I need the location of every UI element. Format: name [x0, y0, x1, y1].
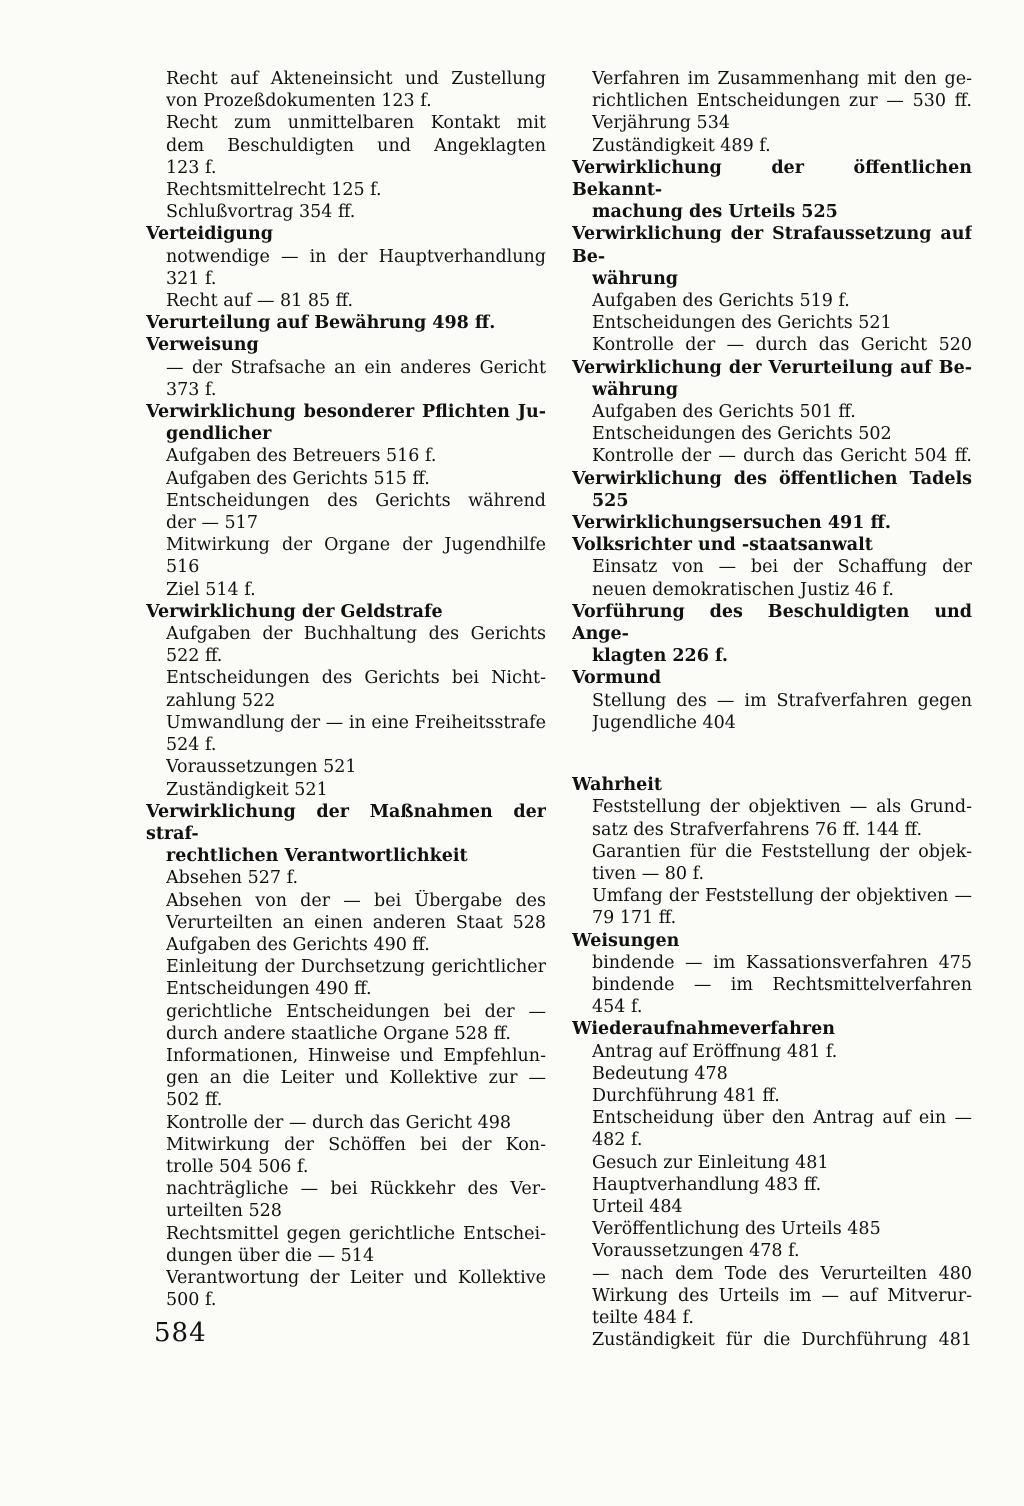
index-line: Entscheidungen des Gerichts 521 [592, 313, 892, 334]
index-heading [146, 601, 546, 623]
index-line: Urteil 484 [592, 1196, 683, 1217]
index-line: satz des Strafverfahrens 76 ff. 144 ff. [592, 819, 923, 840]
index-line: nachträgliche — bei Rückkehr des Ver- [166, 1179, 546, 1200]
index-subentry [592, 1085, 972, 1107]
index-line: Zuständigkeit 489 f. [592, 135, 771, 156]
index-line: 321 f. [166, 268, 217, 289]
index-line: Verwirklichung besonderer Pflichten Ju- [146, 402, 546, 423]
index-line: Verwirklichung der öffentlichen Bekannt- [572, 157, 972, 201]
index-heading [572, 357, 972, 401]
index-line: Entscheidungen des Gerichts bei Nicht- [166, 668, 546, 689]
index-line: rechtlichen Verantwortlichkeit [166, 846, 468, 867]
index-subentry [592, 290, 972, 312]
index-line: Feststellung der objektiven — als Grund- [592, 797, 972, 818]
index-subentry [166, 1001, 546, 1045]
index-line: urteilten 528 [166, 1201, 282, 1222]
index-subentry [592, 423, 972, 445]
index-line: — nach dem Tode des Verurteilten 480 [592, 1263, 972, 1284]
index-line: Rechtsmittelrecht 125 f. [166, 180, 382, 201]
section-gap [572, 734, 972, 774]
index-line: Schlußvortrag 354 ff. [166, 202, 356, 223]
index-line: bindende — im Kassationsverfahren 475 [592, 952, 972, 973]
index-subentry [592, 334, 972, 356]
index-line: Garantien für die Feststellung der objek- [592, 841, 972, 862]
index-line: 482 f. [592, 1130, 643, 1151]
index-subentry [166, 1267, 546, 1311]
index-heading [146, 334, 546, 356]
index-line: Veröffentlichung des Urteils 485 [592, 1219, 881, 1240]
index-line: Hauptverhandlung 483 ff. [592, 1174, 822, 1195]
index-line: Gesuch zur Einleitung 481 [592, 1152, 829, 1173]
index-subentry [166, 1178, 546, 1222]
index-line: zahlung 522 [166, 690, 276, 711]
index-line: bindende — im Rechtsmittelverfahren [592, 974, 972, 995]
index-subentry [592, 885, 972, 929]
index-line: Absehen 527 f. [166, 868, 299, 889]
index-line: währung [592, 268, 679, 289]
index-subentry [592, 796, 972, 840]
index-line: Kontrolle der — durch das Gericht 520 [592, 335, 972, 356]
index-line: gen an die Leiter und Kollektive zur — [166, 1068, 546, 1089]
index-line: Durchführung 481 ff. [592, 1085, 780, 1106]
index-subentry [592, 952, 972, 974]
index-line: 522 ff. [166, 646, 223, 667]
index-heading [572, 601, 972, 668]
index-line: Wirkung des Urteils im — auf Mitverur- [592, 1285, 972, 1306]
index-line: Entscheidungen des Gerichts 502 [592, 424, 892, 445]
index-line: Entscheidung über den Antrag auf ein — [592, 1108, 972, 1129]
index-line: Volksrichter und -staatsanwalt [572, 535, 873, 556]
index-heading [572, 468, 972, 512]
index-heading [572, 157, 972, 224]
index-subentry [592, 1041, 972, 1063]
index-heading [572, 534, 972, 556]
index-line: Verwirklichung der Strafaussetzung auf Be- [572, 224, 972, 267]
index-line: — der Strafsache an ein anderes Gericht [166, 357, 546, 378]
index-line: Aufgaben des Gerichts 501 ff. [592, 402, 856, 423]
index-line: richtlichen Entscheidungen zur — 530 ff. [592, 91, 972, 112]
index-line: Entscheidungen 490 ff. [166, 979, 372, 1000]
index-line: Ziel 514 f. [166, 579, 256, 600]
index-line: Verweisung [146, 335, 259, 356]
index-subentry [166, 179, 546, 201]
index-line: Entscheidungen des Gerichts während [166, 490, 546, 511]
index-subentry [166, 756, 546, 778]
index-line: währung [592, 379, 679, 400]
index-line: Verwirklichungsersuchen 491 ff. [572, 513, 891, 534]
index-line: Recht auf — 81 85 ff. [166, 291, 354, 312]
index-line: 500 f. [166, 1290, 217, 1311]
index-line: Voraussetzungen 521 [166, 757, 357, 778]
index-subentry [166, 579, 546, 601]
index-subentry [592, 1240, 972, 1262]
index-heading [572, 667, 972, 689]
index-heading [146, 223, 546, 245]
index-subentry [166, 246, 546, 290]
index-heading [572, 774, 972, 796]
index-line: Aufgaben der Buchhaltung des Gerichts [166, 624, 546, 645]
index-line: Bedeutung 478 [592, 1063, 728, 1084]
index-line: Aufgaben des Betreuers 516 f. [166, 446, 437, 467]
index-line: Recht auf Akteneinsicht und Zustellung [166, 69, 546, 89]
index-line: Jugendliche 404 [592, 712, 736, 733]
index-line: der — 517 [166, 513, 258, 534]
index-subentry [592, 445, 972, 467]
index-column-right [572, 68, 972, 1351]
index-subentry [592, 1063, 972, 1085]
index-line: tiven — 80 f. [592, 863, 705, 884]
index-subentry [592, 1174, 972, 1196]
index-subentry [166, 68, 546, 112]
index-subentry [166, 890, 546, 934]
index-line: Vormund [572, 668, 662, 689]
index-line: 454 f. [592, 997, 643, 1018]
index-line: machung des Urteils 525 [592, 202, 838, 223]
index-subentry [166, 290, 546, 312]
index-subentry [592, 556, 972, 600]
index-subentry [166, 934, 546, 956]
index-line: Aufgaben des Gerichts 490 ff. [166, 934, 430, 955]
index-line: Einleitung der Durchsetzung gerichtlicher [166, 957, 546, 978]
index-subentry [166, 490, 546, 534]
index-subentry [166, 1134, 546, 1178]
index-heading [572, 223, 972, 290]
index-subentry [166, 534, 546, 578]
index-line: Verteidigung [146, 224, 273, 245]
index-subentry [592, 1218, 972, 1240]
index-line: Voraussetzungen 478 f. [592, 1241, 800, 1262]
index-line: Verjährung 534 [592, 113, 730, 134]
index-subentry [592, 1329, 972, 1351]
index-subentry [166, 468, 546, 490]
index-line: 373 f. [166, 379, 217, 400]
index-subentry [166, 1045, 546, 1112]
index-subentry [592, 1263, 972, 1285]
index-line: Einsatz von — bei der Schaffung der [592, 557, 972, 578]
index-heading [572, 512, 972, 534]
index-line: Wiederaufnahmeverfahren [572, 1019, 835, 1040]
index-line: Mitwirkung der Organe der Jugendhilfe [166, 535, 546, 556]
index-subentry [166, 779, 546, 801]
index-line: 79 171 ff. [592, 908, 677, 929]
index-subentry [166, 712, 546, 756]
index-line: trolle 504 506 f. [166, 1156, 309, 1177]
index-line: klagten 226 f. [592, 646, 729, 667]
index-line: Stellung des — im Strafverfahren gegen [592, 690, 972, 711]
index-line: Absehen von der — bei Übergabe des [166, 890, 546, 911]
index-subentry [592, 1196, 972, 1218]
page-number: 584 [154, 1318, 207, 1348]
index-line: gendlicher [166, 424, 272, 445]
index-line: Verfahren im Zusammenhang mit den ge- [592, 69, 972, 89]
index-line: Weisungen [572, 930, 680, 951]
index-line: Verwirklichung der Maßnahmen der straf- [146, 801, 546, 844]
index-line: Verwirklichung der Geldstrafe [146, 601, 443, 622]
index-line: 516 [166, 557, 200, 578]
index-line: Recht zum unmittelbaren Kontakt mit [166, 113, 546, 134]
index-line: Antrag auf Eröffnung 481 f. [592, 1041, 838, 1062]
index-line: Verwirklichung der Verurteilung auf Be- [572, 357, 972, 378]
index-line: 502 ff. [166, 1090, 223, 1111]
index-heading [572, 930, 972, 952]
index-heading [146, 401, 546, 445]
index-subentry [592, 1107, 972, 1151]
index-line: 123 f. [166, 157, 217, 178]
index-line: Umwandlung der — in eine Freiheitsstrafe [166, 712, 546, 733]
index-line: Rechtsmittel gegen gerichtliche Entschei- [166, 1223, 546, 1244]
index-line: Umfang der Feststellung der objektiven — [592, 886, 972, 907]
index-line: Mitwirkung der Schöffen bei der Kon- [166, 1134, 546, 1155]
index-line: Zuständigkeit für die Durchführung 481 [592, 1330, 972, 1351]
index-line: Vorführung des Beschuldigten und Ange- [572, 601, 972, 645]
index-subentry [592, 841, 972, 885]
index-line: Verwirklichung des öffentlichen Tadels [572, 468, 972, 489]
index-line: notwendige — in der Hauptverhandlung [166, 246, 546, 267]
index-line: Wahrheit [572, 775, 663, 796]
index-subentry [592, 974, 972, 1018]
index-subentry [592, 312, 972, 334]
index-subentry [592, 112, 972, 134]
index-line: gerichtliche Entscheidungen bei der — [166, 1001, 546, 1022]
index-line: durch andere staatliche Organe 528 ff. [166, 1023, 511, 1044]
index-subentry [592, 690, 972, 734]
index-line: Verantwortung der Leiter und Kollektive [166, 1267, 546, 1288]
index-subentry [592, 135, 972, 157]
index-line: dungen über die — 514 [166, 1245, 375, 1266]
index-subentry [592, 1152, 972, 1174]
index-heading [146, 801, 546, 868]
index-subentry [592, 401, 972, 423]
index-line: Kontrolle der — durch das Gericht 504 ff. [592, 446, 972, 467]
index-subentry [166, 867, 546, 889]
index-line: Verurteilung auf Bewährung 498 ff. [146, 313, 496, 334]
index-subentry [166, 1223, 546, 1267]
index-subentry [166, 1112, 546, 1134]
index-line: 524 f. [166, 735, 217, 756]
index-subentry [166, 112, 546, 179]
index-subentry [166, 667, 546, 711]
index-heading [572, 1018, 972, 1040]
index-line: neuen demokratischen Justiz 46 f. [592, 579, 894, 600]
index-line: von Prozeßdokumenten 123 f. [166, 91, 432, 112]
index-line: 525 [592, 490, 629, 511]
index-line: dem Beschuldigten und Angeklagten [166, 135, 546, 156]
index-line: Zuständigkeit 521 [166, 779, 328, 800]
index-subentry [592, 68, 972, 112]
index-subentry [166, 201, 546, 223]
index-line: Aufgaben des Gerichts 519 f. [592, 291, 850, 312]
index-subentry [166, 445, 546, 467]
index-line: Verurteilten an einen anderen Staat 528 [166, 912, 546, 933]
index-subentry [166, 623, 546, 667]
index-line: Aufgaben des Gerichts 515 ff. [166, 468, 430, 489]
index-subentry [166, 357, 546, 401]
index-line: teilte 484 f. [592, 1307, 694, 1328]
index-heading [146, 312, 546, 334]
index-subentry [166, 956, 546, 1000]
index-line: Informationen, Hinweise und Empfehlun- [166, 1045, 546, 1066]
index-column-left [146, 68, 546, 1311]
index-line: Kontrolle der — durch das Gericht 498 [166, 1112, 512, 1133]
index-subentry [592, 1285, 972, 1329]
